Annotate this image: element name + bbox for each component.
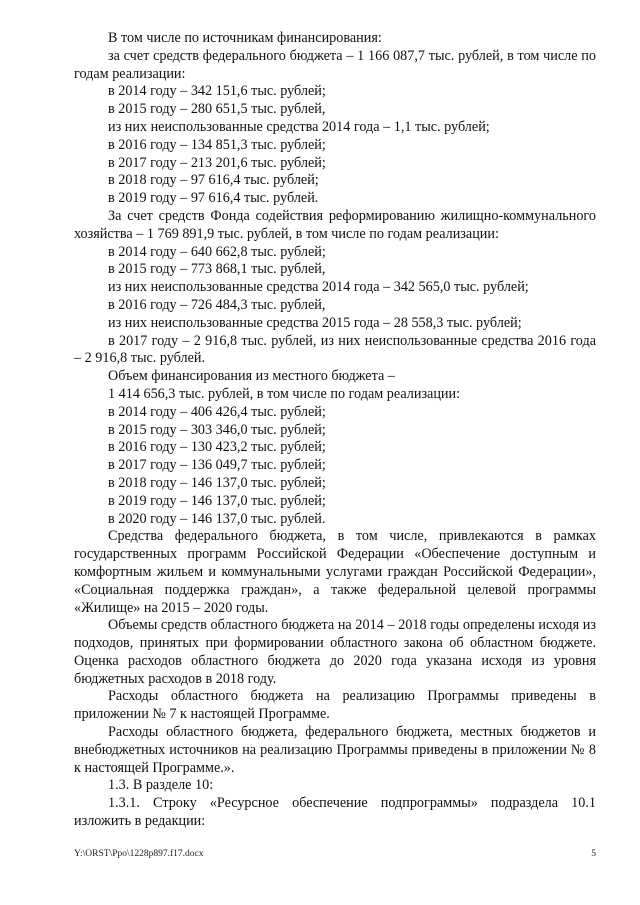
paragraph: в 2015 году – 773 868,1 тыс. рублей, bbox=[108, 261, 326, 278]
paragraph: 1.3. В разделе 10: bbox=[108, 777, 214, 794]
paragraph: в 2016 году – 130 423,2 тыс. рублей; bbox=[108, 439, 326, 456]
paragraph: в 2016 году – 134 851,3 тыс. рублей; bbox=[108, 136, 326, 153]
paragraph: из них неиспользованные средства 2014 года – 1,1 тыс. рублей; bbox=[108, 118, 490, 135]
paragraph: в 2018 году – 97 616,4 тыс. рублей; bbox=[108, 172, 319, 189]
paragraph: в 2014 году – 406 426,4 тыс. рублей; bbox=[108, 403, 326, 420]
paragraph: в 2016 году – 726 484,3 тыс. рублей, bbox=[108, 296, 326, 313]
paragraph: За счет средств Фонда содействия реформированию жилищно-коммунального хозяйства – 1 769 891,9 тыс. рублей, в том числе по годам реализации: bbox=[74, 207, 596, 242]
paragraph: в 2018 году – 146 137,0 тыс. рублей; bbox=[108, 474, 326, 491]
paragraph: в 2015 году – 303 346,0 тыс. рублей; bbox=[108, 421, 326, 438]
paragraph: В том числе по источникам финансирования: bbox=[108, 30, 382, 46]
paragraph: в 2014 году – 640 662,8 тыс. рублей; bbox=[108, 243, 326, 260]
paragraph: Расходы областного бюджета на реализацию Программы приведены в приложении № 7 к настоящей Программе. bbox=[74, 688, 596, 723]
paragraph: Расходы областного бюджета, федерального бюджета, местных бюджетов и внебюджетных источников на реализацию Программы приведены в приложении № 8 к настоящей Программе.». bbox=[74, 724, 596, 776]
paragraph: в 2020 году – 146 137,0 тыс. рублей. bbox=[108, 510, 326, 527]
paragraph: Объемы средств областного бюджета на 2014 – 2018 годы определены исходя из подходов, принятых при формировании областного закона об областном бюджете. Оценка расходов областного бюджета до 2020 года указана исходя из уровня бюджетных расходов в 2018 году. bbox=[74, 617, 596, 687]
paragraph: в 2019 году – 97 616,4 тыс. рублей. bbox=[108, 190, 319, 207]
paragraph: в 2015 году – 280 651,5 тыс. рублей, bbox=[108, 101, 326, 118]
paragraph: Средства федерального бюджета, в том числе, привлекаются в рамках государственных программ Российской Федерации «Обеспечение доступным и комфортным жильем и коммунальными услугами граждан Российской Федерации», «Социальная поддержка граждан», а также федеральной целевой программы «Жилище» на 2015 – 2020 годы. bbox=[74, 528, 596, 616]
paragraph: в 2014 году – 342 151,6 тыс. рублей; bbox=[108, 83, 326, 100]
paragraph: в 2017 году – 213 201,6 тыс. рублей; bbox=[108, 154, 326, 171]
paragraph: за счет средств федерального бюджета – 1 166 087,7 тыс. рублей, в том числе по годам реализации: bbox=[74, 47, 596, 82]
paragraph: в 2019 году – 146 137,0 тыс. рублей; bbox=[108, 492, 326, 509]
paragraph: из них неиспользованные средства 2015 года – 28 558,3 тыс. рублей; bbox=[108, 314, 522, 331]
paragraph: в 2017 году – 136 049,7 тыс. рублей; bbox=[108, 457, 326, 474]
footer-file-path: Y:\ORST\Ppo\1228p897.f17.docx bbox=[74, 849, 204, 859]
paragraph: 1 414 656,3 тыс. рублей, в том числе по годам реализации: bbox=[108, 385, 461, 402]
paragraph: из них неиспользованные средства 2014 года – 342 565,0 тыс. рублей; bbox=[108, 279, 529, 296]
paragraph: 1.3.1. Строку «Ресурсное обеспечение подпрограммы» подраздела 10.1 изложить в редакции: bbox=[74, 795, 596, 830]
paragraph: в 2017 году – 2 916,8 тыс. рублей, из них неиспользованные средства 2016 года – 2 916,8 тыс. рублей. bbox=[74, 332, 596, 367]
footer-page-number: 5 bbox=[591, 849, 596, 859]
paragraph: Объем финансирования из местного бюджета – bbox=[108, 368, 395, 385]
document-body bbox=[74, 30, 596, 831]
